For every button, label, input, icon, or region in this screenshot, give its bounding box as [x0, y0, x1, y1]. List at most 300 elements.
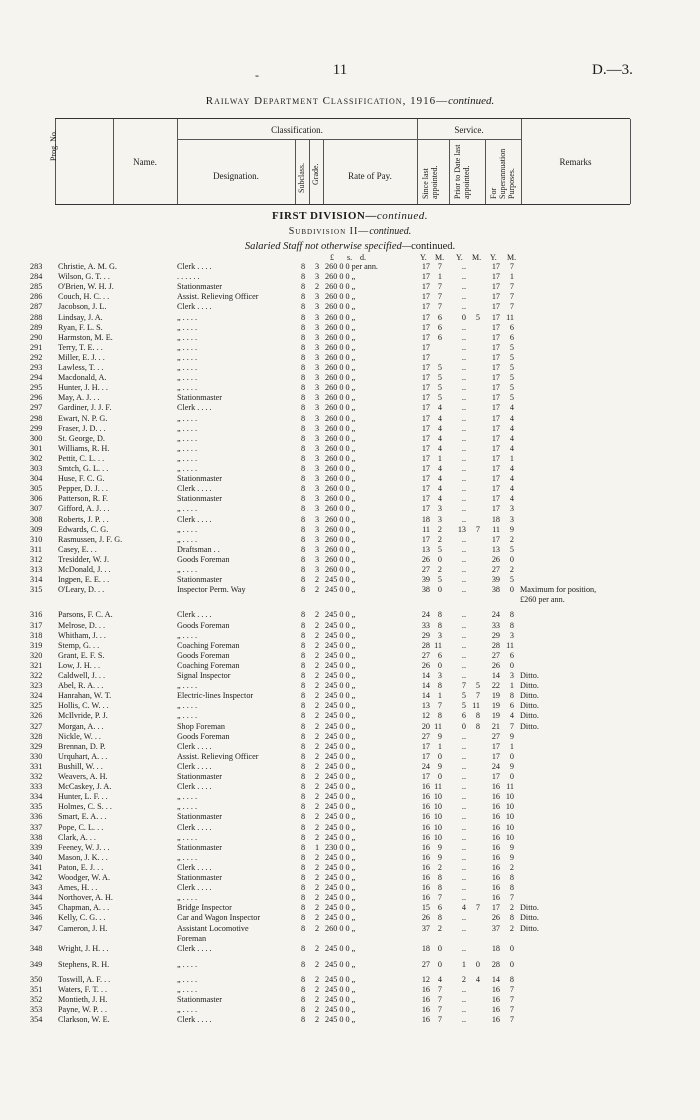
cell-rate-of-pay: 260 0 0 „ — [325, 423, 356, 433]
cell-since-years: 16 — [421, 852, 430, 862]
cell-prior-years: .. — [461, 262, 466, 271]
cell-rate-of-pay: 245 0 0 „ — [325, 802, 356, 812]
cell-super-months: 10 — [505, 832, 514, 842]
cell-grade: 3 — [314, 272, 320, 282]
table-row — [0, 792, 700, 801]
cell-designation: „ . . . . — [177, 701, 198, 711]
cell-designation: Clerk . . . . — [177, 822, 212, 832]
cell-rate-of-pay: 245 0 0 „ — [325, 681, 356, 691]
cell-grade: 3 — [314, 423, 320, 433]
table-row — [0, 823, 700, 832]
cell-super-years: 13 — [491, 544, 500, 554]
cell-name: Woodger, W. A. — [58, 873, 110, 882]
cell-since-months: 4 — [437, 433, 442, 443]
cell-designation: Clerk . . . . — [177, 943, 212, 953]
cell-prog-no: 317 — [30, 620, 43, 630]
cell-name: Parsons, F. C. A. — [58, 610, 113, 620]
table-row — [0, 772, 700, 781]
cell-prog-no: 291 — [30, 342, 43, 352]
cell-super-months: 7 — [509, 282, 514, 292]
cell-rate-of-pay: 245 0 0 „ — [325, 852, 356, 862]
cell-rate-of-pay: 260 0 0 „ — [325, 413, 356, 423]
cell-since-years: 17 — [421, 413, 430, 423]
cell-super-months: 9 — [509, 852, 514, 862]
cell-grade: 2 — [314, 650, 320, 660]
cell-super-years: 17 — [491, 332, 500, 342]
cell-name: Payne, W. P. . . — [58, 1005, 107, 1015]
cell-prior-years: .. — [461, 842, 466, 852]
cell-designation: „ . . . . — [177, 852, 198, 862]
cell-rate-of-pay: 245 0 0 „ — [325, 812, 356, 822]
cell-prog-no: 353 — [30, 1005, 43, 1015]
cell-super-months: 2 — [509, 862, 514, 872]
cell-prior-years: .. — [461, 741, 466, 751]
cell-name: Clark, A. . . — [58, 832, 96, 842]
cell-rate-of-pay: 260 0 0 „ — [325, 524, 356, 534]
header-dash: - — [255, 68, 259, 82]
table-row — [0, 444, 700, 453]
cell-super-years: 17 — [491, 383, 500, 393]
cell-remarks: Maximum for position, — [520, 585, 597, 595]
cell-since-years: 26 — [421, 660, 430, 670]
table-row — [0, 363, 700, 372]
cell-grade: 3 — [314, 262, 320, 271]
cell-since-years: 17 — [421, 751, 430, 761]
table-row — [0, 484, 700, 493]
cell-subclass: 8 — [300, 575, 306, 585]
cell-name: Casey, E. . . — [58, 544, 97, 554]
cell-name: Smart, E. A. . . — [58, 812, 107, 822]
cell-super-months: 2 — [509, 903, 514, 913]
cell-rate-of-pay: 260 0 0 „ — [325, 534, 356, 544]
cell-prog-no: 324 — [30, 691, 43, 701]
cell-designation: Assist. Relieving Officer — [177, 292, 259, 302]
cell-super-months: 10 — [505, 792, 514, 802]
cell-grade: 2 — [314, 620, 320, 630]
cell-since-years: 17 — [421, 302, 430, 312]
table-row — [0, 641, 700, 650]
cell-grade: 3 — [314, 332, 320, 342]
cell-subclass: 8 — [300, 995, 306, 1005]
cell-prior-years: .. — [461, 772, 466, 781]
table-row — [0, 863, 700, 872]
cell-since-months: 3 — [437, 630, 442, 640]
cell-since-years: 17 — [421, 282, 430, 292]
cell-prog-no: 327 — [30, 721, 43, 731]
cell-remarks: Ditto. — [520, 691, 539, 701]
cell-grade: 3 — [314, 433, 320, 443]
cell-name: Macdonald, A. — [58, 373, 107, 383]
cell-name: Chapman, A. . . — [58, 903, 110, 913]
cell-super-years: 27 — [491, 731, 500, 741]
cell-super-months: 3 — [509, 504, 514, 514]
table-row — [0, 424, 700, 433]
cell-prior-years: .. — [461, 751, 466, 761]
cell-super-months: 5 — [509, 363, 514, 372]
cell-prog-no: 343 — [30, 883, 43, 893]
cell-super-months: 2 — [509, 534, 514, 544]
cell-since-months: 8 — [437, 620, 442, 630]
table-row — [0, 883, 700, 892]
table-row — [0, 313, 700, 322]
cell-since-months: 1 — [437, 691, 442, 701]
cell-rate-of-pay: 260 0 0 „ — [325, 292, 356, 302]
cell-designation: „ . . . . — [177, 630, 198, 640]
cell-super-years: 16 — [491, 822, 500, 832]
cell-designation: Stationmaster — [177, 282, 223, 292]
cell-prior-years: .. — [461, 332, 466, 342]
cell-designation: Clerk . . . . — [177, 302, 212, 312]
cell-since-years: 17 — [421, 312, 430, 322]
cell-subclass: 8 — [300, 403, 306, 413]
cell-rate-of-pay: 245 0 0 „ — [325, 903, 356, 913]
table-row — [0, 651, 700, 660]
cell-remarks: Ditto. — [520, 913, 539, 923]
cell-prog-no: 341 — [30, 862, 43, 872]
cell-since-years: 14 — [421, 681, 430, 691]
cell-super-months: 6 — [509, 322, 514, 332]
cell-subclass: 8 — [300, 494, 306, 504]
table-row — [0, 454, 700, 463]
cell-prior-years: .. — [461, 282, 466, 292]
cell-grade: 2 — [314, 852, 320, 862]
superannuation-header: For Superannuation Purposes. — [489, 148, 516, 199]
cell-super-years: 16 — [491, 862, 500, 872]
cell-designation: Stationmaster — [177, 772, 223, 781]
cell-super-months: 0 — [509, 772, 514, 781]
cell-designation: Electric-lines Inspector — [177, 691, 254, 701]
cell-super-years: 19 — [491, 701, 500, 711]
cell-rate-of-pay: 260 0 0 „ — [325, 453, 356, 463]
cell-since-years: 16 — [421, 995, 430, 1005]
cell-super-years: 17 — [491, 494, 500, 504]
cell-grade: 2 — [314, 782, 320, 792]
cell-super-months: 3 — [509, 630, 514, 640]
cell-subclass: 8 — [300, 443, 306, 453]
table-row — [0, 262, 700, 271]
cell-super-months: 3 — [509, 514, 514, 524]
cell-remarks: Ditto. — [520, 671, 539, 680]
cell-name: Ryan, F. L. S. — [58, 322, 103, 332]
cell-prior-years: 4 — [461, 903, 466, 913]
table-row — [0, 464, 700, 473]
cell-prog-no: 339 — [30, 842, 43, 852]
cell-prog-no: 285 — [30, 282, 43, 292]
cell-rate-of-pay: 260 0 0 „ — [325, 514, 356, 524]
cell-subclass: 8 — [300, 741, 306, 751]
cell-super-months: 5 — [509, 373, 514, 383]
cell-designation: „ . . . . — [177, 383, 198, 393]
cell-subclass: 8 — [300, 650, 306, 660]
cell-rate-of-pay: 260 0 0 „ — [325, 433, 356, 443]
cell-super-years: 17 — [491, 342, 500, 352]
cell-super-years: 17 — [491, 403, 500, 413]
cell-designation: „ . . . . — [177, 312, 198, 322]
cell-rate-of-pay: 260 0 0 „ — [325, 342, 356, 352]
cell-super-years: 16 — [491, 1015, 500, 1025]
cell-since-months: 10 — [433, 822, 442, 832]
table-row — [0, 282, 700, 291]
cell-name: Stephens, R. H. — [58, 959, 110, 969]
cell-subclass: 8 — [300, 721, 306, 731]
unit-shillings: s. — [347, 253, 353, 262]
cell-subclass: 8 — [300, 842, 306, 852]
cell-since-years: 39 — [421, 575, 430, 585]
cell-designation: Stationmaster — [177, 842, 223, 852]
cell-prior-years: .. — [461, 832, 466, 842]
cell-since-years: 12 — [421, 974, 430, 984]
cell-subclass: 8 — [300, 873, 306, 882]
table-row — [0, 373, 700, 382]
cell-since-years: 13 — [421, 544, 430, 554]
cell-super-years: 17 — [491, 433, 500, 443]
cell-designation: „ . . . . — [177, 443, 198, 453]
cell-prior-years: 7 — [461, 681, 466, 691]
cell-since-years: 27 — [421, 959, 430, 969]
table-row — [0, 975, 700, 984]
cell-subclass: 8 — [300, 832, 306, 842]
cell-since-years: 17 — [421, 403, 430, 413]
cell-grade: 2 — [314, 681, 320, 691]
cell-since-months: 1 — [437, 453, 442, 463]
cell-name: Bushill, W. . . — [58, 761, 103, 771]
cell-since-years: 16 — [421, 893, 430, 903]
cell-prog-no: 308 — [30, 514, 43, 524]
cell-prior-months: 5 — [475, 312, 480, 322]
cell-since-months: 7 — [437, 1005, 442, 1015]
cell-super-years: 16 — [491, 985, 500, 994]
cell-rate-of-pay: 260 0 0 „ — [325, 494, 356, 504]
cell-rate-of-pay: 260 0 0 „ — [325, 322, 356, 332]
cell-since-months: 6 — [437, 903, 442, 913]
cell-prog-no: 307 — [30, 504, 43, 514]
cell-since-months: 0 — [437, 751, 442, 761]
cell-designation: „ . . . . — [177, 524, 198, 534]
cell-designation: „ . . . . — [177, 681, 198, 691]
cell-prog-no: 296 — [30, 393, 43, 403]
unit-years-super: Y. — [490, 253, 497, 262]
cell-name: O'Brien, W. H. J. — [58, 282, 114, 292]
cell-prior-years: .. — [461, 393, 466, 403]
cell-subclass: 8 — [300, 423, 306, 433]
cell-subclass: 8 — [300, 474, 306, 484]
cell-since-years: 17 — [421, 453, 430, 463]
cell-rate-of-pay: 245 0 0 „ — [325, 792, 356, 802]
cell-prior-years: .. — [461, 585, 466, 595]
table-row — [0, 515, 700, 524]
cell-super-years: 18 — [491, 943, 500, 953]
cell-super-months: 8 — [509, 913, 514, 923]
table-row — [0, 474, 700, 483]
cell-designation: „ . . . . — [177, 423, 198, 433]
cell-rate-of-pay: 260 0 0 „ — [325, 393, 356, 403]
cell-super-years: 16 — [491, 883, 500, 893]
cell-since-years: 38 — [421, 585, 430, 595]
cell-since-months: 7 — [437, 282, 442, 292]
cell-name: Waters, F. T. . . — [58, 985, 108, 994]
cell-super-months: 10 — [505, 812, 514, 822]
cell-grade: 3 — [314, 363, 320, 372]
cell-rate-of-pay: 260 0 0 per ann. — [325, 262, 378, 271]
cell-since-months: 2 — [437, 862, 442, 872]
cell-grade: 2 — [314, 751, 320, 761]
cell-designation: Goods Foreman — [177, 620, 230, 630]
cell-prior-years: .. — [461, 302, 466, 312]
cell-subclass: 8 — [300, 974, 306, 984]
cell-grade: 3 — [314, 443, 320, 453]
cell-prior-years: .. — [461, 995, 466, 1005]
cell-grade: 3 — [314, 342, 320, 352]
cell-since-years: 17 — [421, 464, 430, 473]
cell-prog-no: 301 — [30, 443, 43, 453]
cell-rate-of-pay: 245 0 0 „ — [325, 782, 356, 792]
cell-prior-years: .. — [461, 433, 466, 443]
cell-grade: 3 — [314, 393, 320, 403]
cell-remarks: Ditto. — [520, 721, 539, 731]
cell-since-months: 0 — [437, 772, 442, 781]
cell-subclass: 8 — [300, 393, 306, 403]
table-row — [0, 353, 700, 362]
cell-since-years: 16 — [421, 862, 430, 872]
cell-since-years: 17 — [421, 772, 430, 781]
cell-since-months: 10 — [433, 802, 442, 812]
cell-prog-no: 312 — [30, 554, 43, 564]
cell-name: Tresidder, W. J. — [58, 554, 110, 564]
cell-rate-of-pay: 245 0 0 „ — [325, 671, 356, 680]
cell-designation: Clerk . . . . — [177, 403, 212, 413]
cell-prior-years: .. — [461, 812, 466, 822]
cell-rate-of-pay: 260 0 0 „ — [325, 272, 356, 282]
cell-designation: Stationmaster — [177, 474, 223, 484]
table-row — [0, 843, 700, 852]
cell-since-years: 17 — [421, 332, 430, 342]
cell-prior-years: .. — [461, 363, 466, 372]
cell-rate-of-pay: 260 0 0 „ — [325, 352, 356, 362]
table-row — [0, 762, 700, 771]
cell-prior-years: .. — [461, 802, 466, 812]
cell-name: Nickle, W. . . — [58, 731, 101, 741]
cell-grade: 2 — [314, 630, 320, 640]
division-heading-main: FIRST DIVISION— — [272, 210, 377, 222]
table-row — [0, 944, 700, 953]
cell-name: Ewart, N. P. G. — [58, 413, 108, 423]
cell-super-months: 7 — [509, 1005, 514, 1015]
cell-super-months: 9 — [509, 842, 514, 852]
cell-prog-no: 318 — [30, 630, 43, 640]
cell-prog-no: 331 — [30, 761, 43, 771]
cell-subclass: 8 — [300, 282, 306, 292]
cell-designation: „ . . . . — [177, 565, 198, 574]
cell-super-months: 4 — [509, 443, 514, 453]
prior-to-date-header: Prior to Date last appointed. — [453, 144, 471, 199]
cell-name: Edwards, C. G. — [58, 524, 109, 534]
cell-designation: „ . . . . — [177, 985, 198, 994]
table-row — [0, 621, 700, 630]
cell-prog-no: 345 — [30, 903, 43, 913]
cell-since-years: 18 — [421, 943, 430, 953]
cell-prior-years: .. — [461, 383, 466, 393]
cell-grade: 2 — [314, 640, 320, 650]
cell-prog-no: 303 — [30, 464, 43, 473]
cell-super-months: 7 — [509, 721, 514, 731]
cell-super-months: 6 — [509, 701, 514, 711]
cell-designation: „ . . . . — [177, 433, 198, 443]
cell-super-years: 16 — [491, 893, 500, 903]
cell-rate-of-pay: 245 0 0 „ — [325, 883, 356, 893]
cell-super-years: 28 — [491, 959, 500, 969]
table-row — [0, 671, 700, 680]
cell-prior-years: .. — [461, 761, 466, 771]
cell-super-years: 37 — [491, 923, 500, 933]
table-row — [0, 802, 700, 811]
cell-super-months: 4 — [509, 423, 514, 433]
cell-designation: Signal Inspector — [177, 671, 231, 680]
cell-since-months: 7 — [437, 302, 442, 312]
table-row — [0, 691, 700, 700]
cell-prior-years: .. — [461, 913, 466, 923]
cell-since-months: 1 — [437, 272, 442, 282]
cell-super-months: 11 — [506, 640, 514, 650]
cell-since-months: 0 — [437, 554, 442, 564]
cell-designation: „ . . . . — [177, 352, 198, 362]
page-title-main: Railway Department Classification, 1916— — [205, 95, 449, 107]
cell-designation: Inspector Perm. Way — [177, 585, 246, 595]
cell-super-months: 7 — [509, 995, 514, 1005]
cell-subclass: 8 — [300, 352, 306, 362]
cell-remarks: Ditto. — [520, 903, 539, 913]
cell-since-years: 17 — [421, 373, 430, 383]
cell-super-years: 17 — [491, 352, 500, 362]
cell-super-months: 5 — [509, 575, 514, 585]
cell-name: Clarkson, W. E. — [58, 1015, 110, 1025]
cell-prior-years: .. — [461, 413, 466, 423]
staff-heading-continued: continued. — [411, 241, 456, 252]
cell-grade: 2 — [314, 832, 320, 842]
cell-rate-of-pay: 245 0 0 „ — [325, 711, 356, 721]
cell-prior-years: 13 — [457, 524, 466, 534]
cell-prior-years: .. — [461, 883, 466, 893]
cell-subclass: 8 — [300, 464, 306, 473]
unit-months-super: M. — [507, 253, 517, 262]
cell-prog-no: 309 — [30, 524, 43, 534]
cell-prior-years: 1 — [461, 959, 466, 969]
cell-super-years: 27 — [491, 650, 500, 660]
cell-since-years: 17 — [421, 383, 430, 393]
cell-since-months: 4 — [437, 464, 442, 473]
cell-super-years: 14 — [491, 974, 500, 984]
cell-super-months: 4 — [509, 474, 514, 484]
cell-super-years: 22 — [491, 681, 500, 691]
cell-prior-years: 5 — [461, 701, 466, 711]
cell-subclass: 8 — [300, 373, 306, 383]
cell-grade: 2 — [314, 761, 320, 771]
cell-name: Cameron, J. H. — [58, 923, 108, 933]
cell-since-years: 17 — [421, 322, 430, 332]
cell-super-years: 39 — [491, 575, 500, 585]
cell-prior-months: 8 — [475, 721, 480, 731]
cell-name: Brennan, D. P. — [58, 741, 106, 751]
cell-prior-years: 6 — [461, 711, 466, 721]
cell-grade: 2 — [314, 985, 320, 994]
cell-grade: 2 — [314, 660, 320, 670]
cell-since-months: 6 — [437, 650, 442, 660]
cell-designation: Clerk . . . . — [177, 782, 212, 792]
unit-months-prior: M. — [472, 253, 482, 262]
cell-since-months: 7 — [437, 292, 442, 302]
table-row — [0, 681, 700, 690]
cell-prior-years: .. — [461, 474, 466, 484]
unit-years-prior: Y. — [456, 253, 463, 262]
